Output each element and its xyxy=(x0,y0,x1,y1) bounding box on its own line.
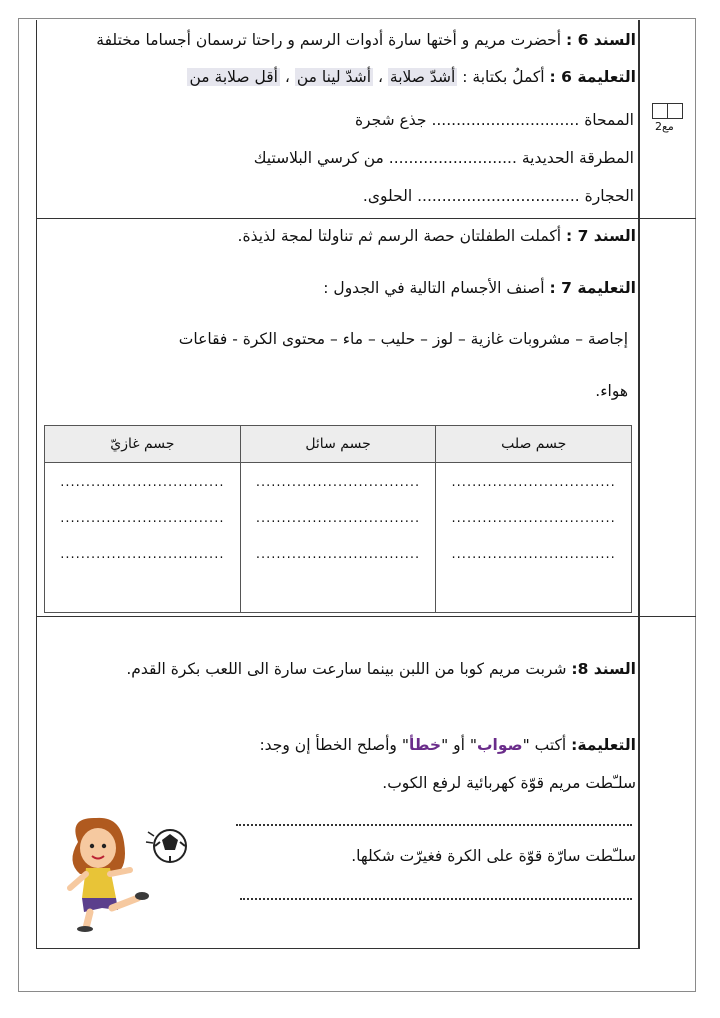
sanad-7-label: السند 7 : xyxy=(566,227,636,245)
sanad-7 xyxy=(238,226,636,246)
answer-blank[interactable]: ................................ xyxy=(60,511,225,526)
score-box-1[interactable] xyxy=(652,103,668,119)
section-divider-2 xyxy=(36,616,696,617)
score-box-2[interactable] xyxy=(667,103,683,119)
instruction-8 xyxy=(259,735,636,755)
sanad-8 xyxy=(126,659,636,679)
answer-blank[interactable]: ................................ xyxy=(255,475,421,490)
header-gas: جسم غازيّ xyxy=(45,426,241,463)
separator: ، xyxy=(284,68,290,86)
score-column-divider xyxy=(638,20,639,948)
option-less-hard: أقل صلابة من xyxy=(189,68,278,86)
section-divider-1 xyxy=(36,218,696,219)
answer-blank[interactable]: ................................ xyxy=(60,547,225,562)
statement-1: سلـّطت مريم قوّة كهربائية لرفع الكوب. xyxy=(382,774,636,792)
word-correct: صواب xyxy=(476,736,523,754)
girl-kicking-ball-icon xyxy=(58,812,198,932)
header-liquid: جسم سائل xyxy=(240,426,436,463)
option-softer: أشدّ لينا من xyxy=(296,68,372,86)
classification-table xyxy=(44,425,632,613)
fill-row-subject: الممحاة xyxy=(584,111,634,129)
answer-blank[interactable]: ................................. xyxy=(417,187,580,205)
solid-answers-cell[interactable] xyxy=(436,463,632,613)
instruction-8-text: " وأصلح الخطأ إن وجد: xyxy=(259,736,409,754)
option-harder: أشدّ صلابة xyxy=(389,68,456,86)
table-header-row xyxy=(45,426,632,463)
header-solid: جسم صلب xyxy=(436,426,632,463)
answer-blank[interactable]: .......................... xyxy=(388,149,517,167)
answer-line-2[interactable] xyxy=(240,898,632,900)
criterion-label: مع2 xyxy=(655,120,674,133)
fill-row-subject: الحجارة xyxy=(584,187,634,205)
instruction-6-text: أكملُ بكتابة : xyxy=(462,68,545,86)
fill-row-object: الحلوى. xyxy=(362,187,413,205)
answer-blank[interactable]: ................................ xyxy=(60,475,225,490)
instruction-7-text: أصنف الأجسام التالية في الجدول : xyxy=(323,279,545,297)
answer-blank[interactable]: ................................ xyxy=(255,547,421,562)
liquid-answers-cell[interactable] xyxy=(240,463,436,613)
statement-2: سلـّطت سارّة قوّة على الكرة فغيرّت شكلها. xyxy=(351,847,636,865)
items-list: إجاصة – مشروبات غازية – لوز – حليب – ماء – محتوى الكرة - فقاعات xyxy=(178,330,628,348)
fill-row-object: جذع شجرة xyxy=(354,111,427,129)
answer-blank[interactable]: ................................ xyxy=(451,475,616,490)
sanad-8-text: شربت مريم كوبا من اللبن بينما سارعت سارة الى اللعب بكرة القدم. xyxy=(126,660,567,678)
instruction-8-text: " أو " xyxy=(441,736,477,754)
instruction-6-label: التعليمة 6 : xyxy=(549,68,636,86)
table-answer-row xyxy=(45,463,632,613)
instruction-7 xyxy=(323,278,636,298)
answer-blank[interactable]: .............................. xyxy=(431,111,580,129)
answer-blank[interactable]: ................................ xyxy=(451,547,616,562)
fill-row-3 xyxy=(363,186,634,206)
answer-blank[interactable]: ................................ xyxy=(451,511,616,526)
instruction-7-label: التعليمة 7 : xyxy=(549,279,636,297)
fill-row-1 xyxy=(355,110,634,130)
answer-blank[interactable]: ................................ xyxy=(255,511,421,526)
fill-row-subject: المطرقة الحديدية xyxy=(521,149,634,167)
sanad-6 xyxy=(96,30,636,50)
separator: ، xyxy=(377,68,383,86)
sanad-8-label: السند 8: xyxy=(571,660,636,678)
sanad-6-text: أحضرت مريم و أختها سارة أدوات الرسم و راحتا ترسمان أجساما مختلفة xyxy=(96,31,562,49)
instruction-8-label: التعليمة: xyxy=(571,736,636,754)
answer-line-1[interactable] xyxy=(236,824,632,826)
fill-row-object: من كرسي البلاستيك xyxy=(253,149,384,167)
fill-row-2 xyxy=(254,148,634,168)
items-list-continued: هواء. xyxy=(595,382,628,400)
instruction-8-text: أكتب " xyxy=(522,736,567,754)
instruction-6 xyxy=(187,67,636,87)
sanad-6-label: السند 6 : xyxy=(566,31,636,49)
gas-answers-cell[interactable] xyxy=(45,463,241,613)
sanad-7-text: أكملت الطفلتان حصة الرسم ثم تناولتا لمجة لذيذة. xyxy=(237,227,562,245)
word-wrong: خطأ xyxy=(408,736,442,754)
